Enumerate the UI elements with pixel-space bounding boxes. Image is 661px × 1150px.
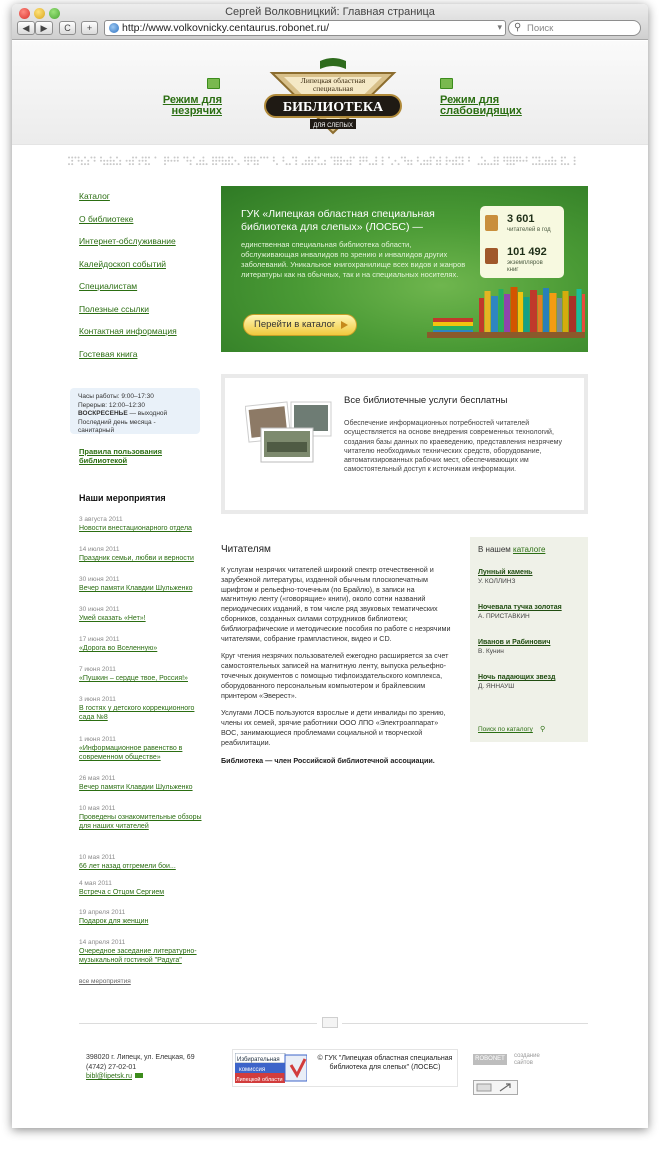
window-title: Сергей Волковницкий: Главная страница bbox=[225, 6, 435, 18]
event-date: 3 июня 2011 bbox=[79, 696, 116, 703]
site-header bbox=[12, 41, 648, 145]
catalog-book-link[interactable]: Ночь падающих звезд bbox=[478, 674, 556, 681]
event-date: 7 июня 2011 bbox=[79, 666, 116, 673]
hours-line-1: Часы работы: 9:00–17:30 bbox=[78, 393, 154, 400]
catalog-heading-link[interactable]: каталоге bbox=[513, 545, 546, 554]
event-item bbox=[79, 854, 209, 871]
catalog-sidebar bbox=[470, 537, 588, 742]
event-item bbox=[79, 939, 209, 965]
event-date: 19 апреля 2011 bbox=[79, 909, 126, 916]
free-services-card bbox=[221, 374, 588, 514]
nav-item-catalog[interactable]: Каталог bbox=[79, 191, 110, 201]
opening-hours bbox=[70, 388, 200, 434]
nav-item-contacts[interactable]: Контактная информация bbox=[79, 326, 177, 336]
event-link[interactable]: «Информационное равенство в современном обществе» bbox=[79, 745, 183, 761]
nav-item-about[interactable]: О библиотеке bbox=[79, 213, 134, 224]
event-item bbox=[79, 636, 209, 653]
forward-button[interactable]: ▶ bbox=[35, 21, 53, 35]
go-to-catalog-button[interactable]: Перейти в каталог bbox=[243, 314, 357, 336]
low-vision-mode-icon[interactable] bbox=[440, 78, 453, 89]
stats-box bbox=[480, 206, 564, 278]
low-vision-mode-label-1: Режим для bbox=[440, 94, 500, 106]
event-item bbox=[79, 606, 209, 623]
event-link[interactable]: Умей сказать «Нет»! bbox=[79, 615, 146, 622]
search-placeholder: Поиск bbox=[527, 23, 554, 34]
library-rules-link[interactable]: Правила пользования библиотекой bbox=[79, 447, 163, 465]
event-date: 30 июня 2011 bbox=[79, 576, 120, 583]
event-item bbox=[79, 546, 209, 563]
reader-icon bbox=[485, 215, 498, 231]
counter-banner[interactable] bbox=[473, 1080, 518, 1095]
services-title: Все библиотечные услуги бесплатны bbox=[344, 395, 508, 406]
readers-paragraph-2: Круг чтения незрячих пользователей ежегодно расширяется за счет самостоятельных записей на магнитную ленту, выпуска рельефно-точечных документов с помощью тифлоиздательского комплекса, оборудованного персональным компьютером и брайлевским принтером «Эверест». bbox=[221, 651, 449, 700]
logo-top-text-2: специальная bbox=[312, 84, 354, 93]
logo-top-text-1: Липецкая областная bbox=[300, 76, 366, 85]
books-count-label-2: книг bbox=[507, 267, 519, 273]
reload-button[interactable]: C bbox=[59, 21, 76, 35]
readers-count: 3 601 bbox=[507, 213, 535, 225]
blind-mode-link[interactable] bbox=[160, 95, 222, 117]
braille-decoration bbox=[68, 156, 580, 166]
event-link[interactable]: Подарок для женщин bbox=[79, 918, 149, 925]
logo-sub-text: ДЛЯ СЛЕПЫХ bbox=[313, 123, 353, 129]
blind-mode-label-2: незрячих bbox=[171, 105, 222, 117]
browser-window bbox=[12, 4, 648, 1128]
promo-text: единственная специальная библиотека области, обслуживающая инвалидов по зрению и инвалидов других заболеваний. Уникальное книгохранилище всех видов и жанров литературы как на обычных, так и на специальных носителях. bbox=[241, 240, 466, 279]
hours-sunday: ВОСКРЕСЕНЬЕ bbox=[78, 410, 128, 417]
mail-icon bbox=[135, 1073, 143, 1078]
readers-count-label: читателей в год bbox=[507, 227, 551, 233]
browser-toolbar bbox=[12, 4, 648, 40]
main-navigation bbox=[79, 190, 219, 370]
books-count-label-1: экземпляров bbox=[507, 260, 543, 266]
event-link[interactable]: Вечер памяти Клавдии Шульженко bbox=[79, 784, 193, 791]
footer-contacts bbox=[86, 1053, 195, 1082]
partner-line-3: Липецкой области bbox=[236, 1077, 283, 1083]
event-item bbox=[79, 805, 209, 831]
catalog-book-link[interactable]: Ночевала тучка золотая bbox=[478, 604, 562, 611]
footer-email-link[interactable]: bibl@lipetsk.ru bbox=[86, 1073, 133, 1080]
logo-main-text: БИБЛИОТЕКА bbox=[282, 100, 384, 115]
event-link[interactable]: «Дорога во Вселенную» bbox=[79, 645, 158, 652]
event-item bbox=[79, 736, 209, 762]
nav-item-specialists[interactable]: Специалистам bbox=[79, 281, 138, 291]
event-date: 10 мая 2011 bbox=[79, 805, 116, 812]
hours-line-4: Последний день месяца - санитарный bbox=[78, 418, 156, 434]
catalog-book-link[interactable]: Иванов и Рабинович bbox=[478, 639, 551, 646]
event-link[interactable]: Праздник семьи, любви и верности bbox=[79, 555, 194, 562]
event-link[interactable]: Проведены ознакомительные обзоры для наших читателей bbox=[79, 814, 202, 830]
nav-item-useful-links[interactable]: Полезные ссылки bbox=[79, 303, 149, 314]
url-dropdown-icon[interactable]: ▾ bbox=[497, 22, 502, 32]
readers-paragraph-3: Услугами ЛОСБ пользуются взрослые и дети инвалиды по зрению, члены их семей, зрячие работники ООО ЛПО «Электроаппарат» ВОС, занимающиеся проблемами социальной и творческой реабилитации. bbox=[221, 708, 446, 747]
event-date: 1 июня 2011 bbox=[79, 736, 116, 743]
catalog-search-link[interactable]: Поиск по каталогу bbox=[478, 726, 533, 733]
arrow-icon bbox=[474, 1081, 517, 1094]
event-item bbox=[79, 880, 209, 897]
back-button[interactable]: ◀ bbox=[17, 21, 35, 35]
address-bar[interactable] bbox=[104, 20, 506, 36]
footer-address: 398020 г. Липецк, ул. Елецкая, 69 bbox=[86, 1054, 195, 1061]
readers-heading: Читателям bbox=[221, 544, 271, 555]
event-link[interactable]: Вечер памяти Клавдии Шульженко bbox=[79, 585, 193, 592]
event-date: 17 июня 2011 bbox=[79, 636, 120, 643]
event-date: 10 мая 2011 bbox=[79, 854, 116, 861]
bookshelf-illustration bbox=[427, 282, 585, 342]
event-item bbox=[79, 696, 209, 722]
catalog-book-link[interactable]: Лунный камень bbox=[478, 569, 533, 576]
catalog-book-author: У. КОЛЛИНЗ bbox=[478, 578, 516, 585]
search-icon[interactable]: ⚲ bbox=[540, 726, 546, 733]
events-heading: Наши мероприятия bbox=[79, 493, 166, 503]
event-date: 30 июня 2011 bbox=[79, 606, 120, 613]
catalog-book-list bbox=[478, 568, 580, 691]
catalog-heading bbox=[478, 545, 580, 554]
browser-search-field[interactable] bbox=[508, 20, 641, 36]
footer-divider-left bbox=[79, 1023, 317, 1024]
all-events-link[interactable]: все мероприятия bbox=[79, 978, 131, 985]
catalog-book-author: Д. ЯННАУШ bbox=[478, 683, 515, 690]
nav-item-guestbook[interactable]: Гостевая книга bbox=[79, 348, 138, 359]
event-item bbox=[79, 576, 209, 593]
library-logo[interactable] bbox=[262, 53, 404, 139]
event-item bbox=[79, 775, 209, 792]
promo-banner bbox=[221, 186, 588, 352]
book-icon bbox=[485, 248, 498, 264]
globe-icon bbox=[109, 23, 119, 33]
event-item bbox=[79, 909, 209, 926]
low-vision-mode-link[interactable] bbox=[440, 95, 522, 117]
event-link[interactable]: «Пушкин – сердце твое, Россия!» bbox=[79, 675, 188, 682]
event-link[interactable]: 66 лет назад отгремели бои... bbox=[79, 863, 176, 870]
rba-member-note: Библиотека — член Российской библиотечной ассоциации. bbox=[221, 755, 435, 765]
blind-mode-icon[interactable] bbox=[207, 78, 220, 89]
event-link[interactable]: В гостях у детского коррекционного сада №8 bbox=[79, 705, 195, 721]
event-date: 3 августа 2011 bbox=[79, 516, 123, 523]
promo-title: ГУК «Липецкая областная специальная библиотека для слепых» (ЛОСБС) — bbox=[241, 208, 435, 233]
event-link[interactable]: Новости внестационарного отдела bbox=[79, 525, 192, 532]
event-link[interactable]: Очередное заседание литературно-музыкальной гостиной "Радуга" bbox=[79, 948, 197, 964]
book-icon bbox=[322, 1017, 338, 1028]
copyright-text: © ГУК "Липецкая областная специальная библиотека для слепых" (ЛОСБС) bbox=[317, 1055, 453, 1071]
services-text: Обеспечение информационных потребностей читателей осуществляется на основе внедрения современных технологий, создания базы данных по краеведению, представления незрячему читателю необходимых технических средств, оборудование, автоматизированных рабочих мест, обеспечивающих им самостоятельный доступ к источникам информации. bbox=[344, 420, 563, 474]
hours-line-2: Перерыв: 12:00–12:30 bbox=[78, 401, 146, 409]
blind-mode-label-1: Режим для bbox=[162, 94, 222, 106]
low-vision-mode-label-2: слабовидящих bbox=[440, 105, 522, 117]
catalog-book-author: В. Кунин bbox=[478, 648, 504, 655]
library-photos bbox=[245, 398, 333, 464]
readers-section bbox=[221, 544, 451, 765]
nav-item-internet-service[interactable]: Интернет-обслуживание bbox=[79, 236, 176, 246]
partner-block bbox=[232, 1049, 458, 1087]
catalog-book-author: А. ПРИСТАВКИН bbox=[478, 613, 530, 620]
event-date: 14 апреля 2011 bbox=[79, 939, 126, 946]
add-bookmark-button[interactable]: + bbox=[81, 21, 98, 35]
partner-line-1: Избирательная bbox=[237, 1057, 280, 1063]
event-item bbox=[79, 516, 209, 533]
nav-item-events-kaleidoscope[interactable]: Калейдоскоп событий bbox=[79, 258, 166, 269]
footer-divider-right bbox=[342, 1023, 588, 1024]
search-icon: ⚲ bbox=[514, 22, 522, 33]
event-date: 4 мая 2011 bbox=[79, 880, 112, 887]
event-item bbox=[79, 666, 209, 683]
election-commission-banner[interactable] bbox=[235, 1053, 307, 1083]
robonet-badge[interactable]: ROBONET bbox=[473, 1054, 507, 1065]
partner-line-2: комиссия bbox=[239, 1067, 266, 1073]
catalog-heading-prefix: В нашем bbox=[478, 545, 514, 554]
hours-sunday-rest: — выходной bbox=[127, 410, 168, 417]
readers-paragraph-1: К услугам незрячих читателей широкий спектр отечественной и зарубежной литературы, изданной обычным плоскопечатным шрифтом и рельефно-точечным (по Брайлю), в записи на магнитную ленту («говорящие» книги), около сотни названий периодических изданий, в том числе ряд звуковых тематических сборников, созданных силами сотрудников библиотеки; библиографические и методические пособия по работе с незрячими читателями, собрание грампластинок, видео и CD. bbox=[221, 565, 451, 643]
event-link[interactable]: Встреча с Отцом Сергием bbox=[79, 889, 165, 896]
footer-phone: (4742) 27-02-01 bbox=[86, 1063, 137, 1071]
robonet-caption: создание сайтов bbox=[514, 1053, 540, 1066]
hours-line-3 bbox=[78, 410, 192, 419]
books-count: 101 492 bbox=[507, 246, 547, 258]
event-date: 14 июля 2011 bbox=[79, 546, 120, 553]
event-date: 26 мая 2011 bbox=[79, 775, 116, 782]
url-text: http://www.volkovnicky.centaurus.robonet.ru/ bbox=[122, 22, 329, 34]
